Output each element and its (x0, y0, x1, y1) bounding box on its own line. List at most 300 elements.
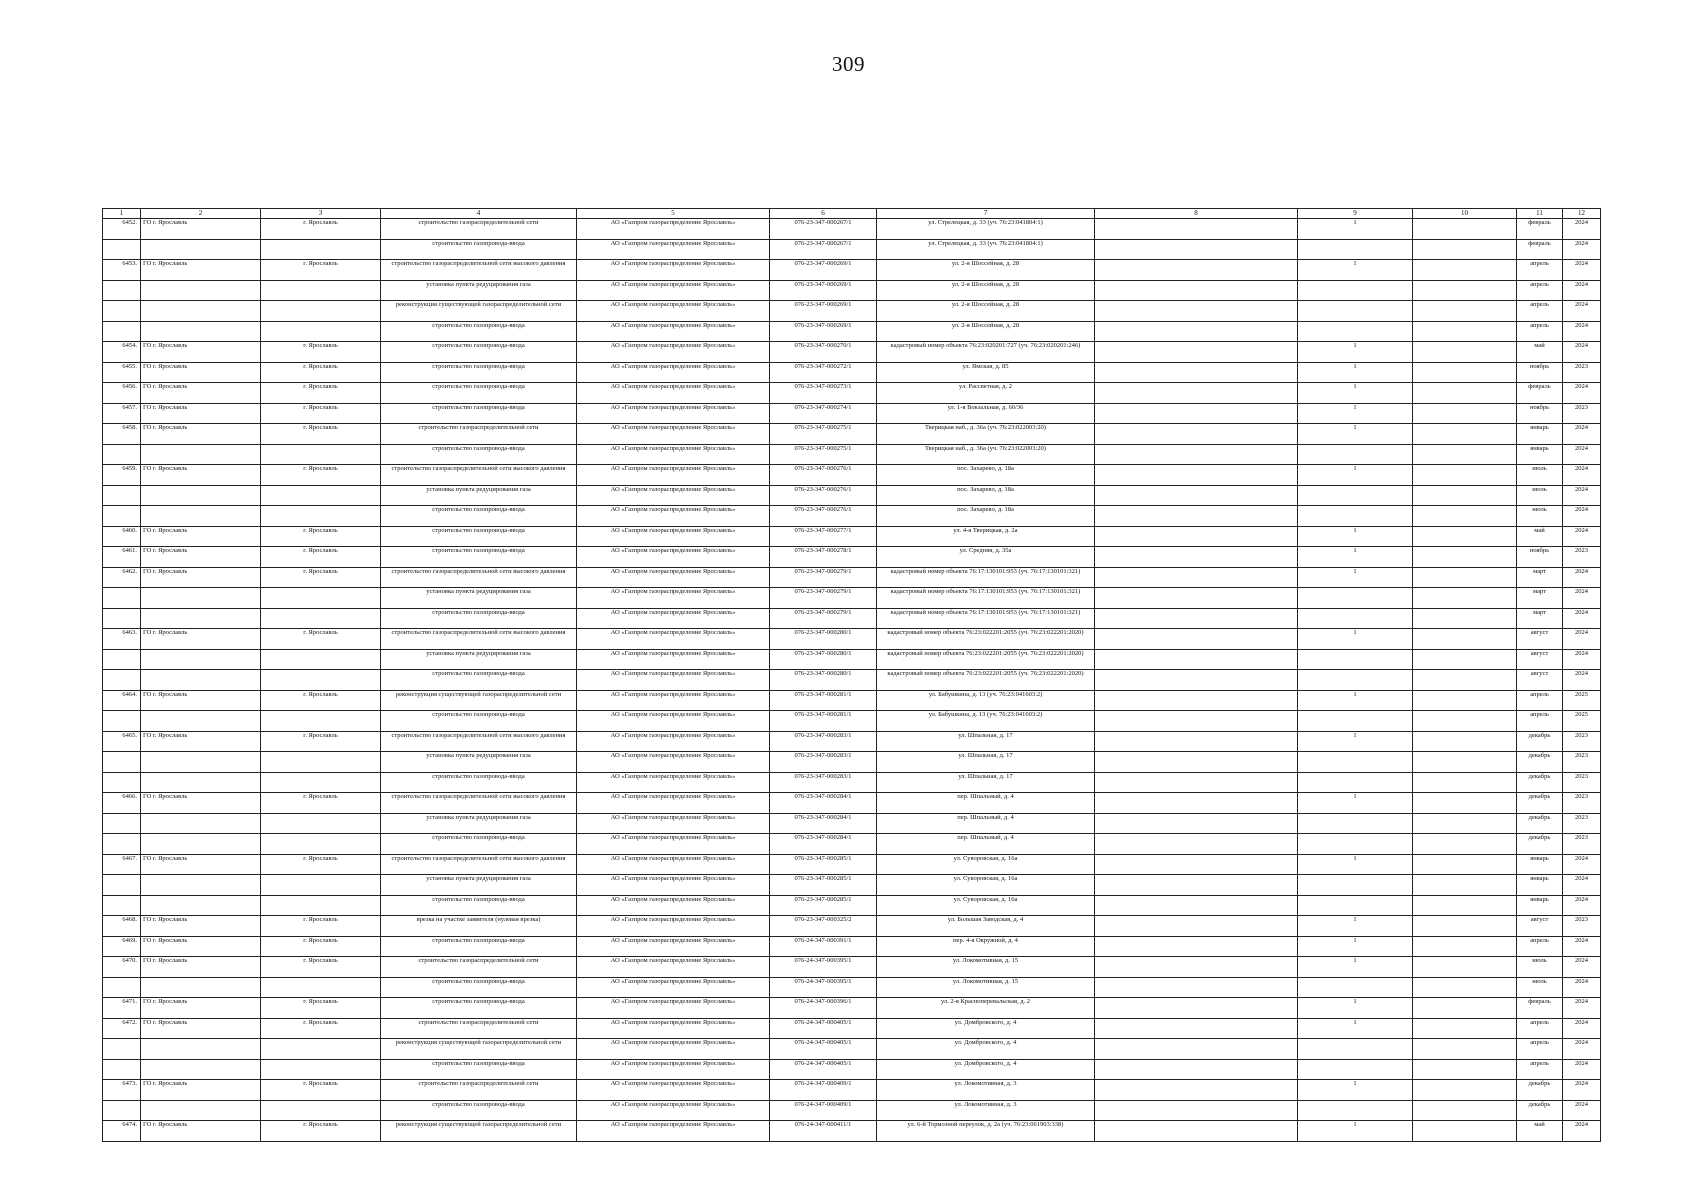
table-row (103, 526, 1601, 547)
cell-organization: АО «Газпром газораспределение Ярославль» (577, 588, 770, 609)
cell-column-10 (1413, 403, 1517, 424)
cell-work-type: строительство газораспределительной сети высокого давления (381, 854, 577, 875)
cell-district (141, 321, 261, 342)
cell-municipality: г. Ярославль (261, 342, 381, 363)
cell-column-10 (1413, 998, 1517, 1019)
cell-column-8 (1095, 1100, 1298, 1121)
cell-application-code: 076-24-347-000391/1 (770, 936, 877, 957)
table-row (103, 506, 1601, 527)
cell-column-10 (1413, 793, 1517, 814)
cell-count (1298, 1059, 1413, 1080)
cell-column-10 (1413, 957, 1517, 978)
table-row (103, 629, 1601, 650)
page-number: 309 (832, 52, 865, 76)
cell-district (141, 752, 261, 773)
cell-organization: АО «Газпром газораспределение Ярославль» (577, 1018, 770, 1039)
cell-column-8 (1095, 301, 1298, 322)
cell-work-type: установка пункта редуцирования газа (381, 752, 577, 773)
cell-month: январь (1517, 444, 1563, 465)
cell-column-8 (1095, 424, 1298, 445)
cell-municipality (261, 813, 381, 834)
cell-month: апрель (1517, 1039, 1563, 1060)
cell-year: 2025 (1563, 690, 1601, 711)
cell-column-8 (1095, 690, 1298, 711)
cell-column-8 (1095, 567, 1298, 588)
cell-municipality (261, 895, 381, 916)
cell-address: ул. 2-я Шоссейная, д. 28 (877, 280, 1095, 301)
table-row (103, 977, 1601, 998)
cell-organization: АО «Газпром газораспределение Ярославль» (577, 1080, 770, 1101)
cell-address: кадастровый номер объекта 76:23:022201:2055 (уч. 76:23:022201:2020) (877, 649, 1095, 670)
cell-column-8 (1095, 383, 1298, 404)
cell-application-code: 076-24-347-000405/1 (770, 1018, 877, 1039)
cell-address: ул. Шпальная, д. 17 (877, 752, 1095, 773)
cell-municipality (261, 977, 381, 998)
cell-address: ул. Рассветная, д. 2 (877, 383, 1095, 404)
cell-row-number: 6464. (103, 690, 141, 711)
cell-address: ул. 2-я Шоссейная, д. 28 (877, 260, 1095, 281)
cell-organization: АО «Газпром газораспределение Ярославль» (577, 547, 770, 568)
cell-organization: АО «Газпром газораспределение Ярославль» (577, 342, 770, 363)
cell-district: ГО г. Ярославль (141, 1080, 261, 1101)
cell-month: декабрь (1517, 1100, 1563, 1121)
table-row (103, 608, 1601, 629)
cell-work-type: строительство газораспределительной сети высокого давления (381, 465, 577, 486)
cell-column-8 (1095, 1059, 1298, 1080)
cell-application-code: 076-23-347-000270/1 (770, 342, 877, 363)
column-number-11: 11 (1517, 209, 1563, 219)
cell-column-10 (1413, 567, 1517, 588)
cell-count (1298, 670, 1413, 691)
cell-column-8 (1095, 1018, 1298, 1039)
cell-district: ГО г. Ярославль (141, 219, 261, 240)
cell-row-number: 6456. (103, 383, 141, 404)
table-row (103, 1080, 1601, 1101)
cell-organization: АО «Газпром газораспределение Ярославль» (577, 526, 770, 547)
cell-row-number (103, 321, 141, 342)
cell-month: декабрь (1517, 813, 1563, 834)
cell-column-10 (1413, 752, 1517, 773)
cell-application-code: 076-23-347-000280/1 (770, 629, 877, 650)
cell-municipality (261, 834, 381, 855)
cell-column-10 (1413, 1059, 1517, 1080)
cell-year: 2023 (1563, 772, 1601, 793)
cell-district (141, 875, 261, 896)
cell-district: ГО г. Ярославль (141, 424, 261, 445)
cell-year: 2024 (1563, 444, 1601, 465)
cell-organization: АО «Газпром газораспределение Ярославль» (577, 485, 770, 506)
cell-count (1298, 1100, 1413, 1121)
cell-address: кадастровый номер объекта 76:23:022201:2055 (уч. 76:23:022201:2020) (877, 629, 1095, 650)
cell-row-number: 6463. (103, 629, 141, 650)
cell-address: ул. Стрелецкая, д. 33 (уч. 76:23:041804:1) (877, 219, 1095, 240)
table-row (103, 260, 1601, 281)
cell-column-10 (1413, 936, 1517, 957)
cell-district: ГО г. Ярославль (141, 793, 261, 814)
cell-work-type: установка пункта редуцирования газа (381, 485, 577, 506)
table-row (103, 649, 1601, 670)
cell-year: 2024 (1563, 588, 1601, 609)
cell-organization: АО «Газпром газораспределение Ярославль» (577, 772, 770, 793)
cell-count (1298, 772, 1413, 793)
cell-row-number (103, 485, 141, 506)
cell-district: ГО г. Ярославль (141, 998, 261, 1019)
cell-year: 2024 (1563, 342, 1601, 363)
cell-organization: АО «Газпром газораспределение Ярославль» (577, 506, 770, 527)
cell-application-code: 076-23-347-000276/1 (770, 485, 877, 506)
cell-year: 2023 (1563, 731, 1601, 752)
cell-work-type: строительство газопровода-ввода (381, 895, 577, 916)
cell-municipality: г. Ярославль (261, 362, 381, 383)
table-row (103, 219, 1601, 240)
cell-column-8 (1095, 1039, 1298, 1060)
cell-column-10 (1413, 1039, 1517, 1060)
cell-organization: АО «Газпром газораспределение Ярославль» (577, 424, 770, 445)
cell-organization: АО «Газпром газораспределение Ярославль» (577, 731, 770, 752)
cell-organization: АО «Газпром газораспределение Ярославль» (577, 670, 770, 691)
cell-address: ул. Домбровского, д. 4 (877, 1018, 1095, 1039)
cell-organization: АО «Газпром газораспределение Ярославль» (577, 936, 770, 957)
cell-row-number: 6468. (103, 916, 141, 937)
cell-column-10 (1413, 260, 1517, 281)
cell-work-type: строительство газопровода-ввода (381, 547, 577, 568)
cell-district (141, 1100, 261, 1121)
cell-row-number (103, 670, 141, 691)
cell-row-number: 6457. (103, 403, 141, 424)
cell-column-10 (1413, 219, 1517, 240)
cell-month: август (1517, 670, 1563, 691)
cell-count: 1 (1298, 690, 1413, 711)
cell-row-number (103, 772, 141, 793)
cell-address: пос. Захарево, д. 18а (877, 465, 1095, 486)
cell-column-8 (1095, 854, 1298, 875)
cell-address: пер. Шпальный, д. 4 (877, 813, 1095, 834)
cell-municipality: г. Ярославль (261, 465, 381, 486)
cell-year: 2023 (1563, 793, 1601, 814)
table-row (103, 670, 1601, 691)
cell-column-8 (1095, 711, 1298, 732)
cell-column-10 (1413, 239, 1517, 260)
cell-column-8 (1095, 547, 1298, 568)
cell-work-type: строительство газораспределительной сети высокого давления (381, 731, 577, 752)
cell-municipality: г. Ярославль (261, 526, 381, 547)
cell-address: пос. Захарево, д. 18а (877, 506, 1095, 527)
cell-count: 1 (1298, 731, 1413, 752)
cell-count (1298, 239, 1413, 260)
table-row (103, 1039, 1601, 1060)
cell-municipality: г. Ярославль (261, 916, 381, 937)
cell-organization: АО «Газпром газораспределение Ярославль» (577, 444, 770, 465)
cell-count (1298, 875, 1413, 896)
cell-work-type: строительство газопровода-ввода (381, 383, 577, 404)
cell-organization: АО «Газпром газораспределение Ярославль» (577, 1039, 770, 1060)
cell-month: март (1517, 567, 1563, 588)
cell-address: пер. Шпальный, д. 4 (877, 834, 1095, 855)
cell-address: ул. Домбровского, д. 4 (877, 1039, 1095, 1060)
cell-address: ул. 2-я Красноперевальская, д. 2 (877, 998, 1095, 1019)
table-row (103, 465, 1601, 486)
table-row (103, 403, 1601, 424)
cell-address: пос. Захарево, д. 18а (877, 485, 1095, 506)
table-row (103, 383, 1601, 404)
cell-municipality (261, 875, 381, 896)
cell-address: кадастровый номер объекта 76:17:130101:953 (уч. 76:17:130101:321) (877, 588, 1095, 609)
cell-application-code: 076-23-347-000269/1 (770, 301, 877, 322)
cell-work-type: строительство газопровода-ввода (381, 670, 577, 691)
cell-count: 1 (1298, 383, 1413, 404)
cell-work-type: строительство газопровода-ввода (381, 403, 577, 424)
cell-row-number: 6472. (103, 1018, 141, 1039)
cell-district (141, 670, 261, 691)
column-number-12: 12 (1563, 209, 1601, 219)
cell-application-code: 076-23-347-000283/1 (770, 772, 877, 793)
cell-municipality (261, 485, 381, 506)
cell-district (141, 485, 261, 506)
cell-column-8 (1095, 608, 1298, 629)
cell-work-type: строительство газопровода-ввода (381, 1059, 577, 1080)
cell-organization: АО «Газпром газораспределение Ярославль» (577, 403, 770, 424)
cell-count: 1 (1298, 526, 1413, 547)
cell-district (141, 588, 261, 609)
cell-count (1298, 1039, 1413, 1060)
table-row (103, 772, 1601, 793)
cell-month: июль (1517, 506, 1563, 527)
cell-row-number (103, 875, 141, 896)
cell-year: 2024 (1563, 998, 1601, 1019)
cell-row-number (103, 752, 141, 773)
cell-row-number (103, 588, 141, 609)
cell-column-8 (1095, 977, 1298, 998)
table-row (103, 936, 1601, 957)
cell-year: 2024 (1563, 424, 1601, 445)
cell-column-10 (1413, 670, 1517, 691)
cell-municipality: г. Ярославль (261, 1080, 381, 1101)
cell-column-10 (1413, 731, 1517, 752)
cell-municipality: г. Ярославль (261, 793, 381, 814)
table-row (103, 998, 1601, 1019)
cell-district: ГО г. Ярославль (141, 547, 261, 568)
cell-work-type: реконструкция существующей газораспределительной сети (381, 301, 577, 322)
cell-column-8 (1095, 834, 1298, 855)
cell-application-code: 076-23-347-000285/1 (770, 895, 877, 916)
cell-row-number: 6465. (103, 731, 141, 752)
cell-municipality: г. Ярославль (261, 547, 381, 568)
cell-municipality: г. Ярославль (261, 936, 381, 957)
cell-organization: АО «Газпром газораспределение Ярославль» (577, 977, 770, 998)
cell-application-code: 076-24-347-000405/1 (770, 1059, 877, 1080)
cell-month: июль (1517, 465, 1563, 486)
cell-municipality: г. Ярославль (261, 690, 381, 711)
cell-count: 1 (1298, 1121, 1413, 1142)
cell-organization: АО «Газпром газораспределение Ярославль» (577, 567, 770, 588)
cell-work-type: строительство газопровода-ввода (381, 608, 577, 629)
cell-work-type: строительство газопровода-ввода (381, 342, 577, 363)
cell-count (1298, 813, 1413, 834)
cell-organization: АО «Газпром газораспределение Ярославль» (577, 793, 770, 814)
cell-district: ГО г. Ярославль (141, 1121, 261, 1142)
table-row (103, 280, 1601, 301)
cell-column-8 (1095, 670, 1298, 691)
cell-municipality (261, 444, 381, 465)
cell-address: ул. Локомотивная, д. 3 (877, 1100, 1095, 1121)
cell-year: 2023 (1563, 403, 1601, 424)
cell-application-code: 076-23-347-000283/1 (770, 731, 877, 752)
cell-year: 2024 (1563, 485, 1601, 506)
cell-organization: АО «Газпром газораспределение Ярославль» (577, 957, 770, 978)
cell-work-type: строительство газопровода-ввода (381, 834, 577, 855)
table-row (103, 321, 1601, 342)
cell-work-type: установка пункта редуцирования газа (381, 649, 577, 670)
cell-month: декабрь (1517, 1080, 1563, 1101)
cell-count: 1 (1298, 793, 1413, 814)
cell-address: ул. Бабушкина, д. 13 (уч. 76:23:041603:2) (877, 711, 1095, 732)
cell-month: январь (1517, 875, 1563, 896)
cell-column-10 (1413, 1121, 1517, 1142)
cell-district: ГО г. Ярославль (141, 260, 261, 281)
cell-work-type: строительство газопровода-ввода (381, 936, 577, 957)
cell-address: ул. Средняя, д. 35а (877, 547, 1095, 568)
cell-address: пер. 4-я Окружной, д. 4 (877, 936, 1095, 957)
cell-application-code: 076-23-347-000285/1 (770, 875, 877, 896)
cell-address: Тверицкая наб., д. 36а (уч. 76:23:022003:20) (877, 444, 1095, 465)
cell-month: апрель (1517, 321, 1563, 342)
cell-municipality: г. Ярославль (261, 403, 381, 424)
cell-municipality: г. Ярославль (261, 957, 381, 978)
cell-row-number: 6474. (103, 1121, 141, 1142)
cell-row-number: 6462. (103, 567, 141, 588)
cell-municipality (261, 752, 381, 773)
cell-organization: АО «Газпром газораспределение Ярославль» (577, 239, 770, 260)
table-row (103, 301, 1601, 322)
cell-row-number: 6461. (103, 547, 141, 568)
cell-column-10 (1413, 629, 1517, 650)
cell-application-code: 076-23-347-000269/1 (770, 280, 877, 301)
cell-month: декабрь (1517, 731, 1563, 752)
cell-row-number (103, 813, 141, 834)
cell-column-10 (1413, 711, 1517, 732)
cell-row-number: 6471. (103, 998, 141, 1019)
cell-year: 2024 (1563, 670, 1601, 691)
cell-column-10 (1413, 854, 1517, 875)
cell-column-8 (1095, 916, 1298, 937)
cell-municipality: г. Ярославль (261, 629, 381, 650)
cell-year: 2024 (1563, 526, 1601, 547)
cell-municipality: г. Ярославль (261, 424, 381, 445)
cell-district: ГО г. Ярославль (141, 342, 261, 363)
cell-count (1298, 506, 1413, 527)
cell-municipality (261, 670, 381, 691)
cell-district (141, 772, 261, 793)
cell-district (141, 239, 261, 260)
cell-year: 2024 (1563, 280, 1601, 301)
cell-count: 1 (1298, 916, 1413, 937)
cell-column-10 (1413, 506, 1517, 527)
cell-district: ГО г. Ярославль (141, 916, 261, 937)
cell-column-10 (1413, 895, 1517, 916)
table-row (103, 362, 1601, 383)
table-row (103, 752, 1601, 773)
cell-organization: АО «Газпром газораспределение Ярославль» (577, 321, 770, 342)
cell-month: март (1517, 608, 1563, 629)
cell-district (141, 711, 261, 732)
cell-year: 2024 (1563, 854, 1601, 875)
cell-address: ул. Большая Заводская, д. 4 (877, 916, 1095, 937)
cell-organization: АО «Газпром газораспределение Ярославль» (577, 301, 770, 322)
cell-column-10 (1413, 608, 1517, 629)
cell-address: ул. Домбровского, д. 4 (877, 1059, 1095, 1080)
cell-month: апрель (1517, 260, 1563, 281)
cell-row-number (103, 444, 141, 465)
cell-count: 1 (1298, 219, 1413, 240)
cell-address: пер. Шпальный, д. 4 (877, 793, 1095, 814)
cell-organization: АО «Газпром газораспределение Ярославль» (577, 813, 770, 834)
cell-address: Тверицкая наб., д. 36а (уч. 76:23:022003:20) (877, 424, 1095, 445)
table-row (103, 547, 1601, 568)
cell-year: 2023 (1563, 916, 1601, 937)
cell-column-10 (1413, 977, 1517, 998)
cell-month: июль (1517, 957, 1563, 978)
cell-municipality: г. Ярославль (261, 1121, 381, 1142)
cell-district: ГО г. Ярославль (141, 526, 261, 547)
cell-year: 2024 (1563, 629, 1601, 650)
cell-application-code: 076-23-347-000267/1 (770, 239, 877, 260)
cell-year: 2024 (1563, 1039, 1601, 1060)
cell-column-8 (1095, 998, 1298, 1019)
cell-column-10 (1413, 834, 1517, 855)
cell-row-number: 6473. (103, 1080, 141, 1101)
cell-row-number (103, 608, 141, 629)
cell-municipality (261, 506, 381, 527)
cell-column-8 (1095, 772, 1298, 793)
table-row (103, 793, 1601, 814)
cell-application-code: 076-23-347-000274/1 (770, 403, 877, 424)
cell-column-8 (1095, 403, 1298, 424)
cell-month: февраль (1517, 239, 1563, 260)
cell-column-10 (1413, 342, 1517, 363)
column-number-9: 9 (1298, 209, 1413, 219)
cell-work-type: строительство газопровода-ввода (381, 711, 577, 732)
cell-work-type: строительство газопровода-ввода (381, 772, 577, 793)
cell-row-number: 6467. (103, 854, 141, 875)
document-table (102, 208, 1600, 1142)
cell-application-code: 076-24-347-000411/1 (770, 1121, 877, 1142)
cell-column-8 (1095, 588, 1298, 609)
cell-application-code: 076-23-347-000273/1 (770, 383, 877, 404)
cell-column-10 (1413, 280, 1517, 301)
cell-column-10 (1413, 424, 1517, 445)
cell-count: 1 (1298, 260, 1413, 281)
cell-month: июль (1517, 977, 1563, 998)
cell-year: 2024 (1563, 1100, 1601, 1121)
cell-application-code: 076-24-347-000409/1 (770, 1100, 877, 1121)
cell-row-number (103, 506, 141, 527)
cell-work-type: строительство газораспределительной сети (381, 1018, 577, 1039)
cell-municipality (261, 301, 381, 322)
cell-column-8 (1095, 506, 1298, 527)
cell-row-number (103, 711, 141, 732)
cell-work-type: строительство газопровода-ввода (381, 321, 577, 342)
cell-year: 2024 (1563, 219, 1601, 240)
cell-row-number: 6469. (103, 936, 141, 957)
cell-month: июль (1517, 485, 1563, 506)
cell-month: май (1517, 526, 1563, 547)
cell-address: кадастровый номер объекта 76:23:022201:2055 (уч. 76:23:022201:2020) (877, 670, 1095, 691)
table-row (103, 854, 1601, 875)
cell-column-10 (1413, 813, 1517, 834)
cell-organization: АО «Газпром газораспределение Ярославль» (577, 608, 770, 629)
column-number-5: 5 (577, 209, 770, 219)
cell-district: ГО г. Ярославль (141, 854, 261, 875)
